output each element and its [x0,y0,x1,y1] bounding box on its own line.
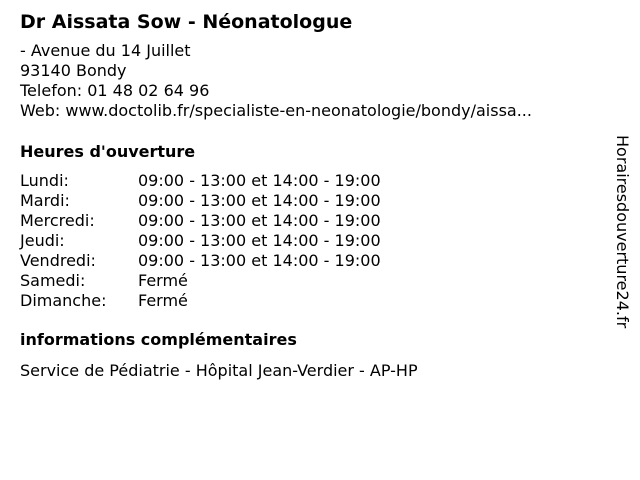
website-link: Web: www.doctolib.fr/specialiste-en-neonatologie/bondy/aissa... [20,101,532,120]
opening-times: 09:00 - 13:00 et 14:00 - 19:00 [138,171,381,190]
day-label: Lundi: [20,171,69,190]
address-block [20,41,600,121]
day-label: Jeudi: [20,231,65,250]
opening-times: Fermé [138,271,188,290]
day-label: Dimanche: [20,291,107,310]
opening-times: 09:00 - 13:00 et 14:00 - 19:00 [138,211,381,230]
page-title: Dr Aissata Sow - Néonatologue [20,11,353,33]
opening-times: 09:00 - 13:00 et 14:00 - 19:00 [138,191,381,210]
day-label: Mardi: [20,191,70,210]
day-label: Samedi: [20,271,86,290]
hours-row [20,251,600,271]
day-label: Mercredi: [20,211,95,230]
info-heading: informations complémentaires [20,330,297,349]
hours-heading: Heures d'ouverture [20,142,196,161]
hours-row [20,291,600,311]
phone-number: Telefon: 01 48 02 64 96 [20,81,210,100]
day-label: Vendredi: [20,251,96,270]
hours-row [20,211,600,231]
address-street: - Avenue du 14 Juillet [20,41,191,60]
site-watermark-label: Horairesdouverture24.fr [613,135,632,329]
opening-times: 09:00 - 13:00 et 14:00 - 19:00 [138,231,381,250]
hours-table [20,171,600,311]
info-card [20,9,600,381]
hours-row [20,191,600,211]
hours-row [20,171,600,191]
opening-times: 09:00 - 13:00 et 14:00 - 19:00 [138,251,381,270]
opening-times: Fermé [138,291,188,310]
hours-row [20,231,600,251]
info-text: Service de Pédiatrie - Hôpital Jean-Verdier - AP-HP [20,361,418,380]
address-city: 93140 Bondy [20,61,127,80]
hours-row [20,271,600,291]
